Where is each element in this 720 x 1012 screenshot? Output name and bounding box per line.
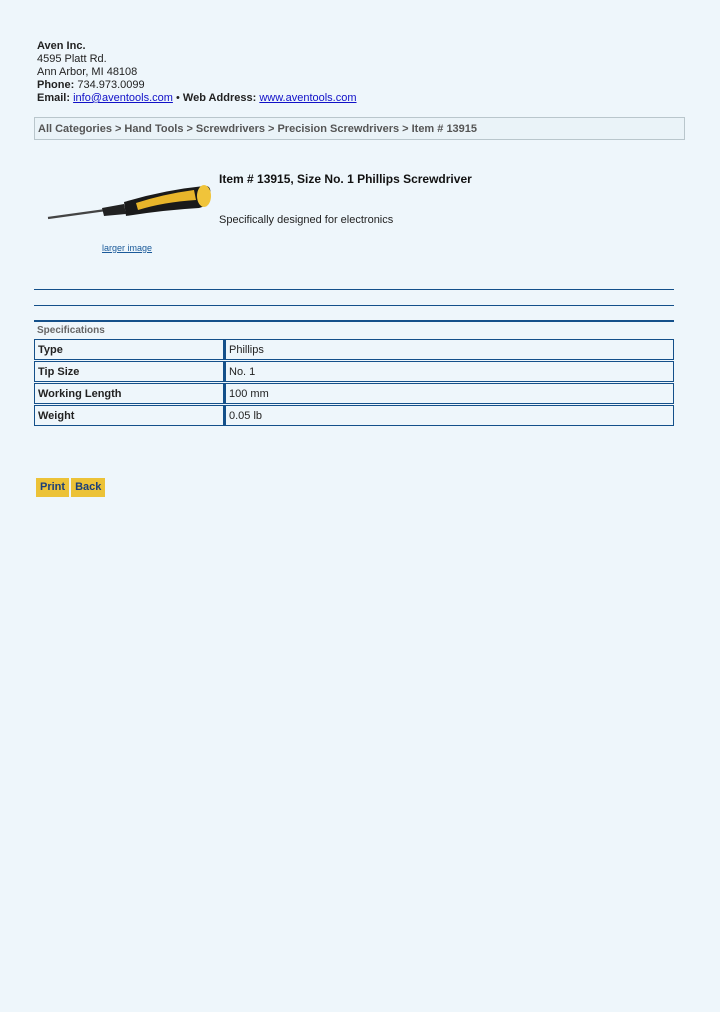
table-row	[34, 405, 674, 426]
divider	[34, 289, 674, 290]
address-line-1: 4595 Platt Rd.	[37, 53, 107, 65]
divider	[34, 320, 674, 322]
divider	[34, 305, 674, 306]
product-image[interactable]	[44, 180, 214, 228]
bullet-separator: •	[175, 92, 180, 104]
breadcrumb-separator: >	[268, 123, 275, 135]
email-link[interactable]: info@aventools.com	[73, 92, 173, 104]
print-button[interactable]: Print	[36, 478, 69, 497]
email-label: Email:	[37, 92, 71, 104]
product-description: Specifically designed for electronics	[219, 214, 394, 226]
screwdriver-collar	[102, 204, 126, 216]
table-row	[34, 361, 674, 382]
web-label: Web Address:	[182, 92, 257, 104]
spec-value: 100 mm	[226, 383, 674, 404]
breadcrumb-screwdrivers[interactable]: Screwdrivers	[195, 123, 266, 135]
email-line	[37, 92, 357, 105]
breadcrumb-hand-tools[interactable]: Hand Tools	[124, 123, 184, 135]
phone-line	[37, 79, 357, 92]
phone-label: Phone:	[37, 79, 75, 91]
company-name: Aven Inc.	[37, 40, 86, 52]
specs-heading: Specifications	[37, 325, 105, 336]
phone-number: 734.973.0099	[77, 79, 145, 91]
breadcrumb-all-categories[interactable]: All Categories	[38, 123, 112, 135]
larger-image-link[interactable]: larger image	[102, 243, 153, 253]
breadcrumb-separator: >	[186, 123, 193, 135]
spec-key: Weight	[34, 405, 226, 426]
table-row	[34, 339, 674, 360]
spec-key: Working Length	[34, 383, 226, 404]
company-info	[37, 40, 357, 105]
breadcrumb-precision-screwdrivers[interactable]: Precision Screwdrivers	[277, 123, 400, 135]
breadcrumb-separator: >	[114, 123, 122, 135]
address-line-2: Ann Arbor, MI 48108	[37, 66, 138, 78]
specs-table	[34, 338, 674, 427]
breadcrumb-current-item: Item # 13915	[411, 123, 478, 135]
handle-cap	[197, 185, 211, 207]
spec-value: No. 1	[226, 361, 674, 382]
spec-key: Tip Size	[34, 361, 226, 382]
web-link[interactable]: www.aventools.com	[259, 92, 357, 104]
spec-value: 0.05 lb	[226, 405, 674, 426]
back-button[interactable]: Back	[71, 478, 105, 497]
table-row	[34, 383, 674, 404]
breadcrumb-separator: >	[402, 123, 409, 135]
action-buttons	[36, 478, 105, 497]
spec-value: Phillips	[226, 339, 674, 360]
product-title: Item # 13915, Size No. 1 Phillips Screwdriver	[219, 172, 472, 186]
screwdriver-shaft	[48, 210, 106, 218]
breadcrumb	[34, 117, 685, 140]
spec-key: Type	[34, 339, 226, 360]
